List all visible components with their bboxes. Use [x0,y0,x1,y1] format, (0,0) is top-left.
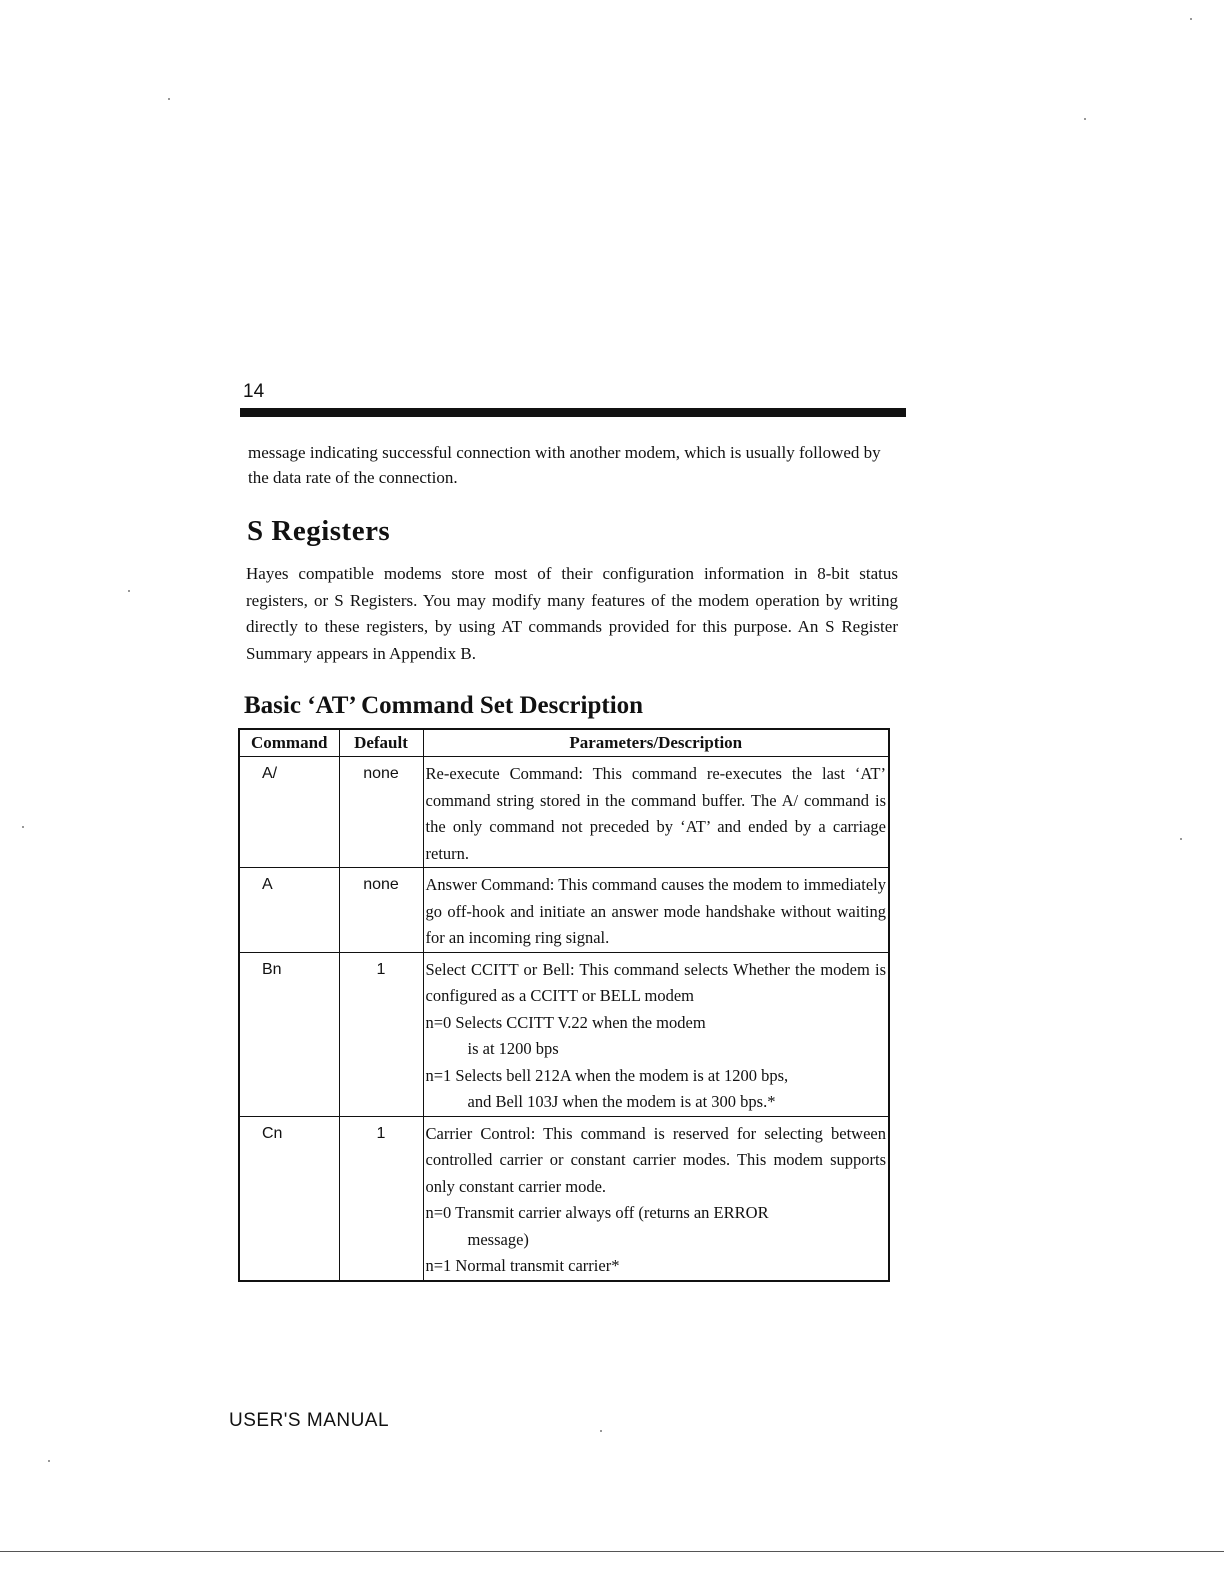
header-description: Parameters/Description [423,729,889,757]
command-table [238,728,890,1282]
scan-speck [128,590,130,592]
description-cell [423,952,889,1116]
option-line-continued: is at 1200 bps [467,1039,559,1058]
default-cell: 1 [339,952,423,1116]
scan-speck [600,1430,602,1432]
table-header-row [239,729,889,757]
option-line: n=0 Selects CCITT V.22 when the modem [425,1012,706,1032]
table-row [239,1116,889,1281]
command-cell: Bn [239,952,339,1116]
description-cell [423,868,889,953]
scan-speck [22,826,24,828]
description-text: Select CCITT or Bell: This command selects Whether the modem is configured as a CCITT or BELL modem [425,959,886,1005]
description-text: Re-execute Command: This command re-executes the last ‘AT’ command string stored in the command buffer. The A/ command is the only command not preceded by ‘AT’ and ended by a carriage return. [425,764,886,863]
option-line: n=0 Transmit carrier always off (returns an ERROR [425,1203,769,1222]
section-title: S Registers [247,515,391,547]
description-text: Carrier Control: This command is reserved for selecting between controlled carrier or constant carrier modes. This modem supports only constant carrier mode. [425,1123,886,1196]
scan-speck [168,98,170,100]
section-body: Hayes compatible modems store most of their configuration information in 8-bit status registers, or S Registers. You may modify many features of the modem operation by writing directly to these registers, by using AT commands provided for this purpose. An S Register Summary appears in Appendix B. [246,564,898,663]
command-cell: Cn [239,1116,339,1281]
option-line-continued: and Bell 103J when the modem is at 300 bps.* [467,1092,776,1111]
scan-speck [1084,118,1086,120]
footer-text: USER'S MANUAL [229,1410,390,1431]
table-row [239,952,889,1116]
page-number: 14 [243,381,265,402]
scan-edge-rule [0,1551,1224,1552]
intro-paragraph: message indicating successful connection with another modem, which is usually followed by the data rate of the connection. [248,443,881,487]
table-title: Basic ‘AT’ Command Set Description [244,692,644,719]
table-row [239,757,889,868]
command-cell: A [239,868,339,953]
scan-speck [1190,18,1192,20]
table-row [239,868,889,953]
default-cell: none [339,757,423,868]
description-cell [423,1116,889,1281]
scan-speck [48,1460,50,1462]
option-line: n=1 Selects bell 212A when the modem is at 1200 bps, [425,1065,789,1085]
header-command: Command [239,729,339,757]
option-line-continued: message) [467,1229,529,1249]
scan-speck [1180,838,1182,840]
option-line: n=1 Normal transmit carrier* [425,1256,620,1275]
default-cell: 1 [339,1116,423,1281]
command-cell: A/ [239,757,339,868]
header-default: Default [339,729,423,757]
header-rule [240,408,906,417]
description-text: Answer Command: This command causes the modem to immediately go off-hook and initiate an answer mode handshake without waiting for an incoming ring signal. [425,875,886,947]
description-cell [423,757,889,868]
default-cell: none [339,868,423,953]
